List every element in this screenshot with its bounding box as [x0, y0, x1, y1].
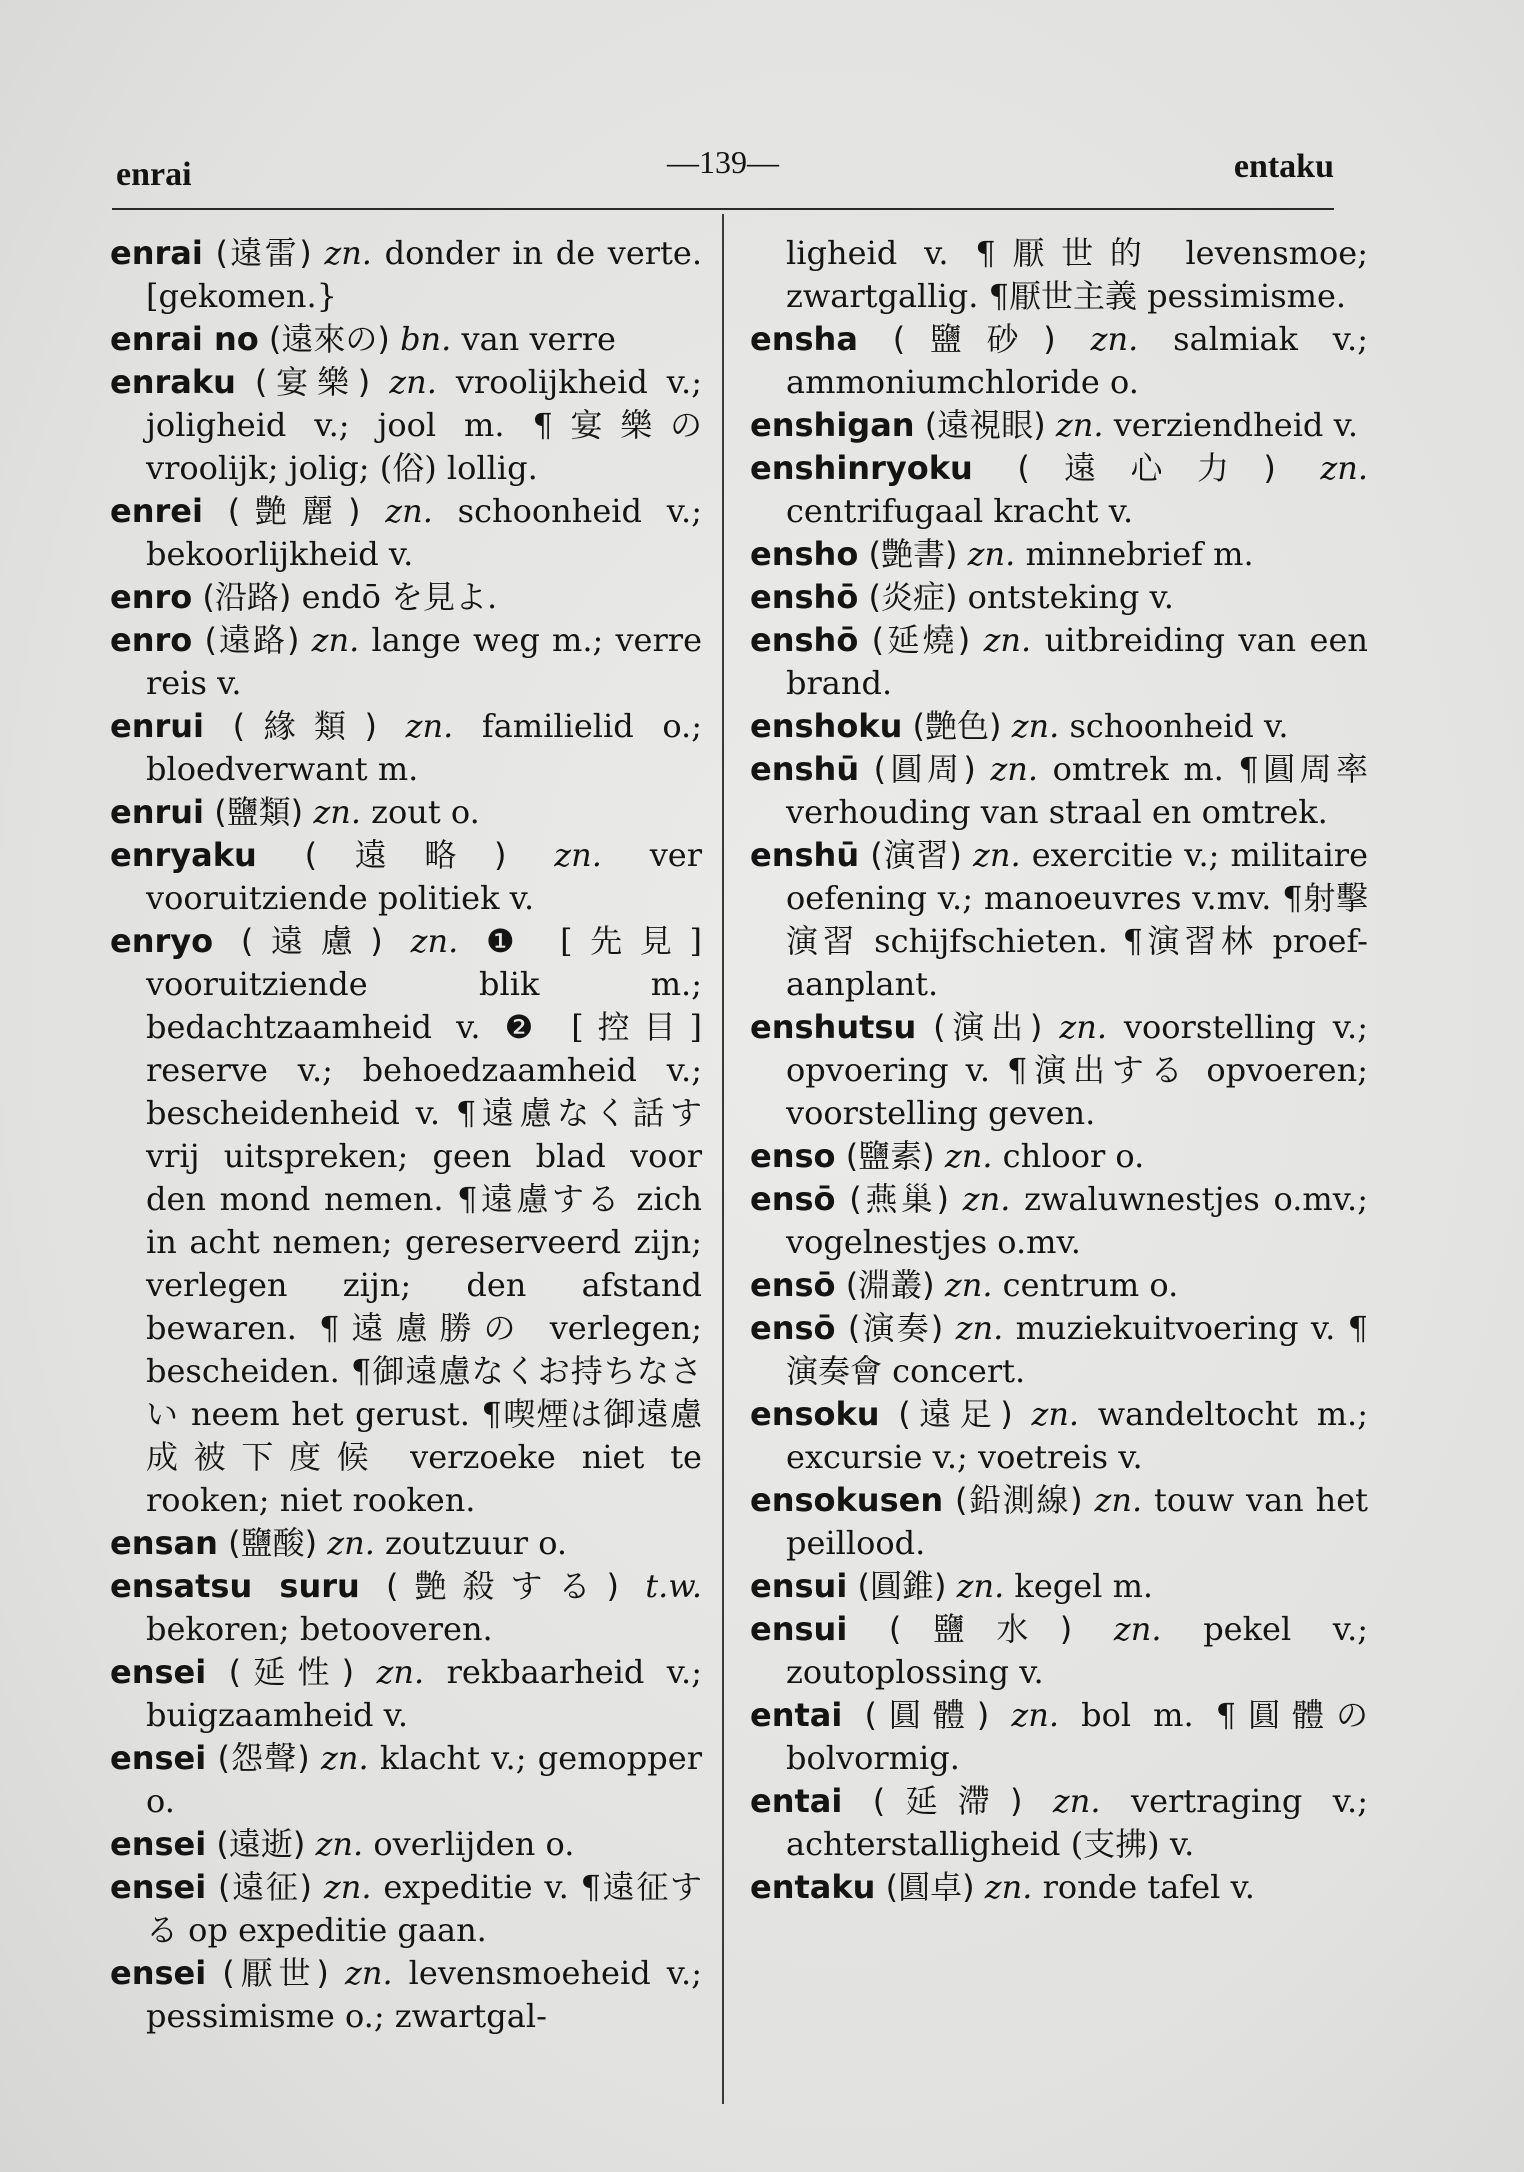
entry-kanji: (遠慮) — [240, 922, 383, 960]
entry-kanji: (鹽類) — [214, 793, 304, 831]
entry-definition: kegel m. — [1014, 1567, 1154, 1605]
entry-headword: enrai no — [110, 320, 259, 358]
dictionary-entry — [750, 1479, 1368, 1565]
entry-definition: rekbaarheid v.; buigzaamheid v. — [146, 1653, 702, 1734]
entry-headword: ensō — [750, 1266, 836, 1304]
entry-definition: wandeltocht m.; excursie v.; voetreis v. — [786, 1395, 1369, 1476]
entry-kanji: (遠逝) — [216, 1825, 306, 1863]
entry-part-of-speech: zn. — [385, 492, 433, 530]
entry-headword: enryo — [110, 922, 214, 960]
entry-part-of-speech: zn. — [983, 621, 1032, 659]
entry-part-of-speech: zn. — [1059, 1008, 1107, 1046]
dictionary-entry — [750, 1135, 1368, 1178]
entry-headword: entai — [750, 1696, 843, 1734]
dictionary-entry — [750, 1866, 1368, 1909]
dictionary-entry — [750, 576, 1368, 619]
dictionary-entry — [110, 1522, 702, 1565]
dictionary-entry — [750, 1178, 1368, 1264]
dictionary-entry — [750, 705, 1368, 748]
dictionary-entry — [110, 1866, 702, 1952]
dictionary-entry — [750, 232, 1368, 318]
entry-kanji: (鹽砂) — [892, 320, 1056, 358]
entry-kanji: (圓周) — [873, 750, 976, 788]
entry-definition: bekoren; betooveren. — [146, 1610, 493, 1648]
entry-part-of-speech: zn. — [389, 363, 437, 401]
entry-headword: ensei — [110, 1954, 207, 1992]
entry-definition: zwaluwnestjes o.mv.; vogelnestjes o.mv. — [786, 1180, 1368, 1261]
entry-kanji: (遠足) — [898, 1395, 1013, 1433]
entry-headword: enrui — [110, 707, 205, 745]
entry-headword: ensei — [110, 1653, 207, 1691]
entry-definition: overlijden o. — [373, 1825, 575, 1863]
entry-definition: expeditie v. ¶遠征する op expeditie gaan. — [146, 1868, 702, 1949]
entry-kanji: (延滯) — [872, 1782, 1023, 1820]
entry-kanji: (緣類) — [232, 707, 377, 745]
entry-kanji: (鹽素) — [845, 1137, 935, 1175]
entry-part-of-speech: zn. — [962, 1180, 1011, 1218]
entry-part-of-speech: zn. — [315, 1825, 364, 1863]
entry-kanji: (鉛測線) — [954, 1481, 1083, 1519]
entry-part-of-speech: zn. — [321, 1739, 369, 1777]
entry-part-of-speech: zn. — [984, 1868, 1033, 1906]
entry-definition: centrum o. — [1002, 1266, 1179, 1304]
entry-definition: schoonheid v.; bekoorlijkheid v. — [146, 492, 702, 573]
entry-kanji: (炎症) — [868, 578, 958, 616]
entry-headword: enro — [110, 578, 193, 616]
entry-part-of-speech: zn. — [1094, 1481, 1143, 1519]
entry-kanji: (鹽水) — [888, 1610, 1073, 1648]
header-rule — [112, 208, 1334, 210]
entry-definition: zoutzuur o. — [385, 1524, 568, 1562]
entry-kanji: (遠雷) — [215, 234, 312, 272]
entry-part-of-speech: zn. — [327, 1524, 375, 1562]
entry-part-of-speech: bn. — [400, 320, 452, 358]
entry-definition: ❶ [先見] vooruitziende blik m.; bedachtzaamheid v. ❷ [控目] reserve v.; behoedzaamheid v.; bescheidenheid v. ¶遠慮なく話す vrij uitspreken; geen blad voor den mond nemen. ¶遠慮する zich in acht nemen; gereserveerd zijn; verlegen zijn; den afstand bewaren. ¶遠慮勝の verlegen; bescheiden. ¶御遠慮なくお持ちなさい neem het gerust. ¶喫煙は御遠慮成被下度候 verzoeke niet te rooken; niet rooken. — [146, 922, 703, 1519]
entry-headword: enshū — [750, 836, 860, 874]
entry-headword: enrai — [110, 234, 203, 272]
entry-kanji: (遠路) — [204, 621, 300, 659]
entry-definition: chloor o. — [1002, 1137, 1145, 1175]
dictionary-entry — [110, 920, 702, 1522]
column-divider — [722, 214, 724, 2104]
entry-kanji: (遠略) — [304, 836, 507, 874]
entry-kanji: (演奏) — [847, 1309, 944, 1347]
dictionary-entry — [750, 1780, 1368, 1866]
dictionary-entry — [110, 619, 702, 705]
dictionary-entry — [750, 447, 1368, 533]
entry-part-of-speech: zn. — [344, 1954, 393, 1992]
entry-headword: enryaku — [110, 836, 257, 874]
entry-kanji: (厭世) — [222, 1954, 329, 1992]
entry-definition: van verre — [461, 320, 616, 358]
entry-headword: enshutsu — [750, 1008, 917, 1046]
dictionary-entry — [750, 1565, 1368, 1608]
entry-definition: bol m. ¶圓體の bolvormig. — [786, 1696, 1368, 1777]
entry-definition: uitbreiding van een brand. — [786, 621, 1368, 702]
entry-headword: enrei — [110, 492, 203, 530]
entry-definition: endō を見よ. — [301, 578, 498, 616]
entry-definition: donder in de verte. [gekomen.} — [146, 234, 703, 315]
dictionary-entry — [750, 1393, 1368, 1479]
entry-kanji: (圓錐) — [857, 1567, 947, 1605]
dictionary-entry — [110, 1737, 702, 1823]
dictionary-entry — [110, 232, 702, 318]
entry-definition: pekel v.; zoutoplossing v. — [786, 1610, 1369, 1691]
entry-kanji: (沿路) — [202, 578, 292, 616]
entry-headword: entai — [750, 1782, 843, 1820]
entry-definition: ver vooruitziende politiek v. — [146, 836, 703, 917]
entry-definition: centrifugaal kracht v. — [786, 492, 1134, 530]
entry-kanji: (圓卓) — [885, 1868, 975, 1906]
entry-headword: ensui — [750, 1610, 848, 1648]
dictionary-entry — [110, 1952, 702, 2038]
entry-definition: salmiak v.; ammoniumchloride o. — [786, 320, 1369, 401]
entry-part-of-speech: zn. — [405, 707, 454, 745]
entry-part-of-speech: zn. — [554, 836, 602, 874]
header-last-entry: entaku — [1233, 148, 1334, 185]
entry-part-of-speech: zn. — [376, 1653, 425, 1691]
entry-headword: enshō — [750, 621, 859, 659]
entry-headword: enshū — [750, 750, 860, 788]
entry-headword: entaku — [750, 1868, 876, 1906]
dictionary-entry — [110, 791, 702, 834]
dictionary-entry — [110, 318, 702, 361]
entry-definition: klacht v.; gemopper o. — [146, 1739, 702, 1820]
entry-part-of-speech: zn. — [967, 535, 1016, 573]
entry-definition: ronde tafel v. — [1042, 1868, 1255, 1906]
entry-part-of-speech: zn. — [311, 621, 360, 659]
entry-part-of-speech: zn. — [410, 922, 459, 960]
entry-definition: vroolijkheid v.; joligheid v.; jool m. ¶宴樂の vroolijk; jolig; (俗) lollig. — [146, 363, 702, 487]
entry-headword: enshoku — [750, 707, 903, 745]
dictionary-entry — [110, 1565, 702, 1651]
entry-part-of-speech: zn. — [324, 234, 372, 272]
entry-kanji: (遠視眼) — [924, 406, 1046, 444]
entry-headword: ensha — [750, 320, 858, 358]
entry-kanji: (演習) — [870, 836, 962, 874]
entry-kanji: (演出) — [933, 1008, 1043, 1046]
entry-definition: familielid o.; bloedverwant m. — [146, 707, 702, 788]
entry-headword: enraku — [110, 363, 236, 401]
dictionary-entry — [110, 361, 702, 490]
dictionary-entry — [110, 1823, 702, 1866]
entry-kanji: (燕巢) — [849, 1180, 949, 1218]
entry-kanji: (圓體) — [864, 1696, 990, 1734]
entry-part-of-speech: zn. — [1031, 1395, 1080, 1433]
entry-kanji: (遠心力) — [1017, 449, 1276, 487]
entry-definition: omtrek m. ¶圓周率 verhouding van straal en omtrek. — [786, 750, 1368, 831]
entry-part-of-speech: zn. — [955, 1309, 1004, 1347]
entry-part-of-speech: zn. — [990, 750, 1039, 788]
entry-definition: minnebrief m. — [1025, 535, 1254, 573]
entry-headword: enshigan — [750, 406, 915, 444]
entry-headword: ensho — [750, 535, 859, 573]
entry-headword: ensō — [750, 1309, 836, 1347]
entry-kanji: (延燒) — [871, 621, 971, 659]
entry-kanji: (艶麗) — [227, 492, 361, 530]
dictionary-entry — [750, 1608, 1368, 1694]
entry-headword: ensui — [750, 1567, 848, 1605]
entry-part-of-speech: zn. — [973, 836, 1021, 874]
entry-headword: enso — [750, 1137, 836, 1175]
running-head — [112, 144, 1334, 194]
entry-headword: ensan — [110, 1524, 218, 1562]
entry-kanji: (艶色) — [912, 707, 1002, 745]
entry-part-of-speech: zn. — [1011, 1696, 1059, 1734]
dictionary-entry — [110, 1651, 702, 1737]
dictionary-entry — [750, 1694, 1368, 1780]
entry-definition: vertraging v.; achterstalligheid (支拂) v. — [786, 1782, 1368, 1863]
entry-part-of-speech: zn. — [1090, 320, 1139, 358]
entry-definition: touw van het peillood. — [786, 1481, 1369, 1562]
entry-part-of-speech: zn. — [944, 1137, 993, 1175]
entry-headword: enshō — [750, 578, 859, 616]
entry-headword: enshinryoku — [750, 449, 973, 487]
dictionary-entry — [110, 576, 702, 619]
dictionary-entry — [750, 834, 1368, 1006]
entry-definition: zout o. — [371, 793, 480, 831]
entry-headword: enrui — [110, 793, 205, 831]
entry-part-of-speech: t.w. — [645, 1567, 702, 1605]
entry-kanji: (遠來の) — [268, 320, 390, 358]
entry-part-of-speech: zn. — [1011, 707, 1060, 745]
entry-part-of-speech: zn. — [1113, 1610, 1162, 1648]
entry-kanji: (延性) — [228, 1653, 355, 1691]
entry-headword: ensokusen — [750, 1481, 944, 1519]
entry-headword: enro — [110, 621, 193, 659]
entry-kanji: (艶殺する) — [385, 1567, 620, 1605]
entry-headword: ensei — [110, 1825, 207, 1863]
dictionary-entry — [750, 1264, 1368, 1307]
entry-headword: ensei — [110, 1868, 207, 1906]
dictionary-entry — [750, 748, 1368, 834]
entry-headword: ensei — [110, 1739, 207, 1777]
dictionary-entry — [750, 318, 1368, 404]
entry-kanji: (怨聲) — [217, 1739, 310, 1777]
page-number: —139— — [667, 144, 779, 180]
entry-definition: lange weg m.; verre reis v. — [146, 621, 703, 702]
dictionary-entry — [750, 404, 1368, 447]
header-first-entry: enrai — [116, 156, 192, 193]
dictionary-entry — [110, 490, 702, 576]
dictionary-entry — [110, 834, 702, 920]
entry-headword: ensoku — [750, 1395, 880, 1433]
entry-headword: ensatsu suru — [110, 1567, 360, 1605]
entry-definition: verziendheid v. — [1113, 406, 1359, 444]
entry-definition: exercitie v.; militaire oefening v.; manoeuvres v.mv. ¶射擊演習 schijfschieten. ¶演習林 proef-aanplant. — [786, 836, 1369, 1003]
left-column — [110, 232, 702, 2038]
entry-kanji: (淵叢) — [845, 1266, 935, 1304]
entry-definition: levensmoeheid v.; pessimisme o.; zwartgal- — [146, 1954, 702, 2035]
entry-part-of-speech: zn. — [1320, 449, 1369, 487]
entry-kanji: (艶書) — [868, 535, 958, 573]
entry-kanji: (宴樂) — [254, 363, 371, 401]
right-column — [750, 232, 1368, 1909]
entry-definition: ligheid v. ¶厭世的 levensmoe; zwartgallig. ¶厭世主義 pessimisme. — [786, 234, 1368, 315]
dictionary-entry — [110, 705, 702, 791]
entry-part-of-speech: zn. — [1055, 406, 1104, 444]
entry-definition: schoonheid v. — [1069, 707, 1289, 745]
dictionary-entry — [750, 1006, 1368, 1135]
entry-definition: muziekuitvoering v. ¶演奏會 concert. — [786, 1309, 1369, 1390]
entry-part-of-speech: zn. — [323, 1868, 372, 1906]
entry-part-of-speech: zn. — [313, 793, 361, 831]
entry-definition: ontsteking v. — [967, 578, 1174, 616]
entry-kanji: (鹽酸) — [228, 1524, 318, 1562]
dictionary-entry — [750, 619, 1368, 705]
dictionary-entry — [750, 533, 1368, 576]
entry-part-of-speech: zn. — [1052, 1782, 1101, 1820]
dictionary-entry — [750, 1307, 1368, 1393]
entry-definition: voorstelling v.; opvoering v. ¶演出する opvoeren; voorstelling geven. — [786, 1008, 1369, 1132]
entry-part-of-speech: zn. — [944, 1266, 993, 1304]
entry-headword: ensō — [750, 1180, 836, 1218]
entry-kanji: (遠征) — [218, 1868, 313, 1906]
entry-part-of-speech: zn. — [956, 1567, 1005, 1605]
